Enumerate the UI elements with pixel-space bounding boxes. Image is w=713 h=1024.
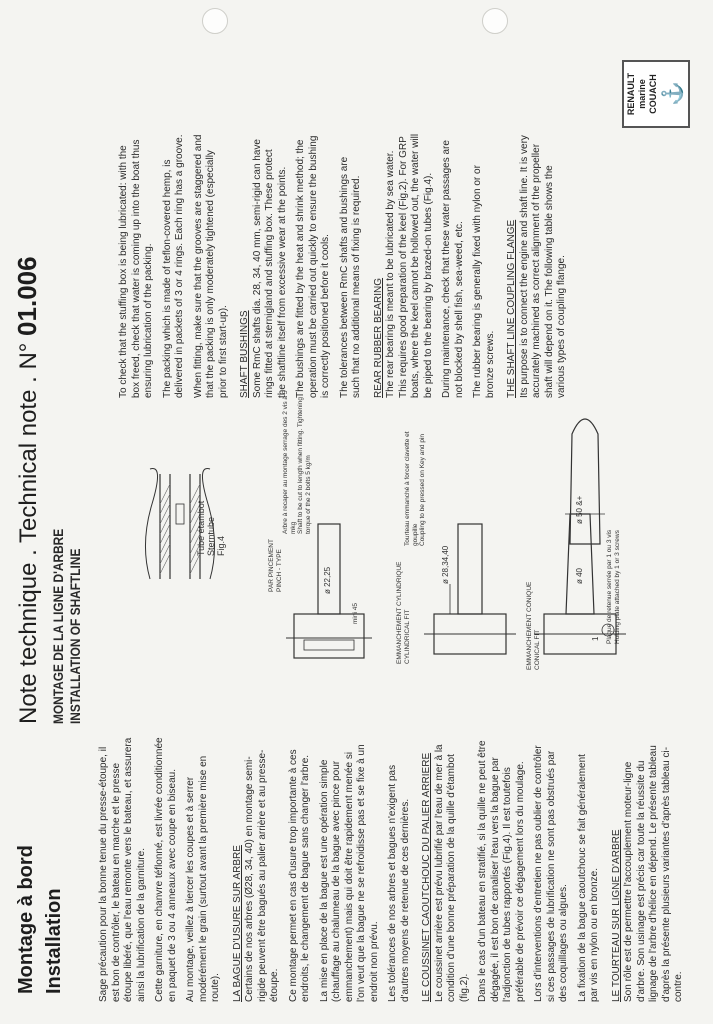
fr-s1-p4: Les tolérances de nos arbres et bagues n'exigent pas d'autres moyens de retenue de ces dernières. xyxy=(387,764,411,1002)
en-s3-p1: Its purpose is to connect the engine and shaft line. It is very accurately machined as correct alignment of the propeller shaft will depend on it. The following table shows the various types of coupling flange. xyxy=(518,135,567,398)
con-title-fr: EMMANCHEMENT CONIQUE xyxy=(526,581,533,670)
en-intro-p1: To check that the stuffing box is being lubricated: with the box freed, check that water is coming up into the boat thus ensuring lubrication of the packing. xyxy=(118,139,154,398)
logo-line2: marine xyxy=(637,79,647,109)
fr-s2-p4: La fixation de la bague caoutchouc se fait généralement par vis en nylon ou en bronze. xyxy=(576,754,600,1002)
fig4-label: Fig.4 xyxy=(216,535,226,556)
holding-plate-number: 1 xyxy=(591,636,600,641)
pinch-title-fr: PAR PINCEMENT xyxy=(268,539,275,592)
en-s2-p3: The rubber bearing is generally fixed with nylon or or bronze screws. xyxy=(472,165,496,398)
plate-note-en: Holding plate attached by 1 or 3 screws xyxy=(613,530,621,644)
cyl-title-en: CYLINDRICAL FIT xyxy=(403,609,411,664)
en-intro-p3: When fitting, make sure that the grooves are staggered and that the packing is only moderately tightened (especially prior to first start-up). xyxy=(192,134,229,398)
heading-line-fr: Montage à bord xyxy=(15,845,37,994)
cyl-note-fr: Tourteau emmanché à forcer clavette et goupille xyxy=(404,431,419,546)
pinch-type-labels xyxy=(268,472,283,592)
pinch-note-en: Shaft to be cut to length when fitting. Tightening torque of the 2 bolts 5 kg/m xyxy=(297,397,312,534)
pinch-title-en: PINCH - TYPE xyxy=(275,549,283,592)
fr-s3-p1: Son rôle est de permettre l'accouplement moteur-ligne d'arbre. Son usinage est précis car toute la réussite du lignage de l'arbre d'hélice en dépend. Le présente tableau d'après la présente plusieurs variantes d'après tableau ci-contre. xyxy=(623,745,684,1002)
logo-line3: COUACH xyxy=(648,74,658,114)
en-s2-p2: During maintenance, check that these water passages are not blocked by shell fish, sea-weed, etc. xyxy=(441,140,465,398)
fr-heading-bushing: LA BAGUE D'USURE SUR ARBRE xyxy=(231,845,243,1002)
fig4-caption xyxy=(196,501,226,556)
con-flange-50-drawing xyxy=(560,394,610,554)
pinch-diameter: ø 22,25 xyxy=(323,566,332,594)
note-number: 01.006 xyxy=(12,256,42,336)
subtitle-fr: MONTAGE DE LA LIGNE D'ARBRE xyxy=(50,528,66,724)
fr-s1-p1: Certains de nos arbres (Ø28, 34, 40) en montage semi-rigide peuvent être bagués au palier arrière et au presse-étoupe. xyxy=(244,749,280,1002)
renault-couach-logo xyxy=(622,60,690,128)
french-column xyxy=(98,737,692,1002)
en-s2-p1: The rear bearing is meant to be lubricated by sea water. This requires good preparation of the keel (Fig.2). For GRP boats, where the keel cannot be hollowed out, the water will be piped to the bearing by brazed-on tubes (Fig.4). xyxy=(385,133,434,398)
cyl-fit-labels xyxy=(396,534,411,664)
cyl-note-en: Coupling to be pressed on Key and pin xyxy=(419,433,426,546)
fr-intro-p2: Cette garniture, en chanvre téflonné, est livrée conditionnée en paquet de 3 ou 4 anneaux avec coupe en biseau. xyxy=(154,737,178,1002)
subtitle-en: INSTALLATION OF SHAFTLINE xyxy=(67,548,83,724)
cyl-diameter: ø 28,34,40 xyxy=(441,545,450,584)
holding-plate-note xyxy=(606,474,621,644)
fig4-tube-fr: Tube étambot xyxy=(196,500,206,556)
cyl-coupling-drawing xyxy=(420,514,520,664)
en-heading-bushings: SHAFT BUSHINGS xyxy=(239,310,250,398)
cyl-title-fr: EMMANCHEMENT CYLINDRIQUE xyxy=(396,561,403,664)
fig4-tube-en: Sterntube xyxy=(206,516,216,556)
con-title-en: CONICAL FIT xyxy=(533,629,541,670)
fr-intro-p1: Sage précaution pour la bonne tenue du presse-étoupe, il est bon de contrôler, le bateau en marche et le presse étoupe libéré, que l'eau remonte vers le bateau, et assurera ainsi la lubrification de la garniture. xyxy=(98,737,147,1002)
fr-s1-p2: Ce montage permet en cas d'usure trop importante à ces endroits, le changement de bague sans changer l'arbre. xyxy=(287,749,311,1002)
en-s1-p1: Some RmC shafts dia. 28, 34, 40 mm, semi-rigid can have rings fitted at sternigland and stuffing box. These protect the shaftline itself from excessive wear at the points. xyxy=(251,139,288,398)
anchor-icon: ⚓ xyxy=(662,81,684,106)
english-column xyxy=(118,133,575,398)
pinch-note xyxy=(282,384,312,534)
section-heading xyxy=(12,845,68,994)
technical-note-title xyxy=(12,256,43,724)
fr-s1-p3: La mise en place de la bague est une opération simple (chauffage au chalumeau de la bague avec pince pour emmanchement) mais qui doit être rapidement menée si l'on veut que la bague ne se refroidisse pas et se fixe à un endroit non prévu. xyxy=(318,744,380,1002)
fr-heading-flange: LE TOURTEAU SUR LIGNE D'ARBRE xyxy=(610,829,622,1002)
en-heading-bearing: REAR RUBBER BEARING xyxy=(372,277,384,398)
plate-note-fr: Plaque de retenue serrée par 1 ou 3 vis xyxy=(606,529,613,644)
con-diameter-50: ø 50 &+ xyxy=(575,495,584,524)
logo-line1: RENAULT xyxy=(626,72,636,116)
en-intro-p2: The packing which is made of teflon-covered hemp, is delivered in packets of 3 or 4 rings. Each ring has a groove. xyxy=(161,134,185,398)
fr-s2-p2: Dans le cas d'un bateau en stratifié, si la quille ne peut être dégagée, il est bon de canaliser l'eau vers la bague par l'adjonction de tubes rapportés (Fig.4). Il est toutefois préférable de prévoir ce dégagement lors du moulage. xyxy=(477,740,526,1002)
title-prefix: Note technique . Technical note . N° xyxy=(15,342,42,724)
fr-heading-bearing: LE COUSSINET CAOUTCHOUC DU PALIER ARRIERE xyxy=(421,752,432,1002)
fr-s2-p3: Lors d'interventions d'entretien ne pas oublier de contrôler si ces passages de lubrification ne sont pas obstrués par des coquillages ou algues. xyxy=(533,745,569,1002)
heading-line-en: Installation xyxy=(43,888,65,994)
fr-s2-p1: Le coussinet arrière est prévu lubrifié par l'eau de mer à la condition d'une bonne préparation de la quille d'étambot (fig.2). xyxy=(433,744,470,1002)
fr-intro-p3: Au montage, veillez à tiercer les coupes et à serrer modérément le grain (surtout avant la première mise en route). xyxy=(185,755,221,1002)
pinch-note-fr: Arbre à recaper au montage serrage des 2 vis à 5 mkg xyxy=(282,390,297,534)
en-heading-flange: THE SHAFT LINE COUPLING FLANGE xyxy=(506,219,517,398)
document-subtitle xyxy=(50,529,84,724)
con-diameter: ø 40 xyxy=(575,567,584,584)
en-s1-p2: The bushings are fitted by the heat and shrink method; the operation must be carried out quickly to ensure the bushing is correctly positioned before it cools. xyxy=(295,135,331,398)
en-s1-p3: The tolerances between RmC shafts and bushings are such that no additional means of fixing is required. xyxy=(338,156,362,398)
pinch-min-length: mini 45 xyxy=(352,603,359,624)
